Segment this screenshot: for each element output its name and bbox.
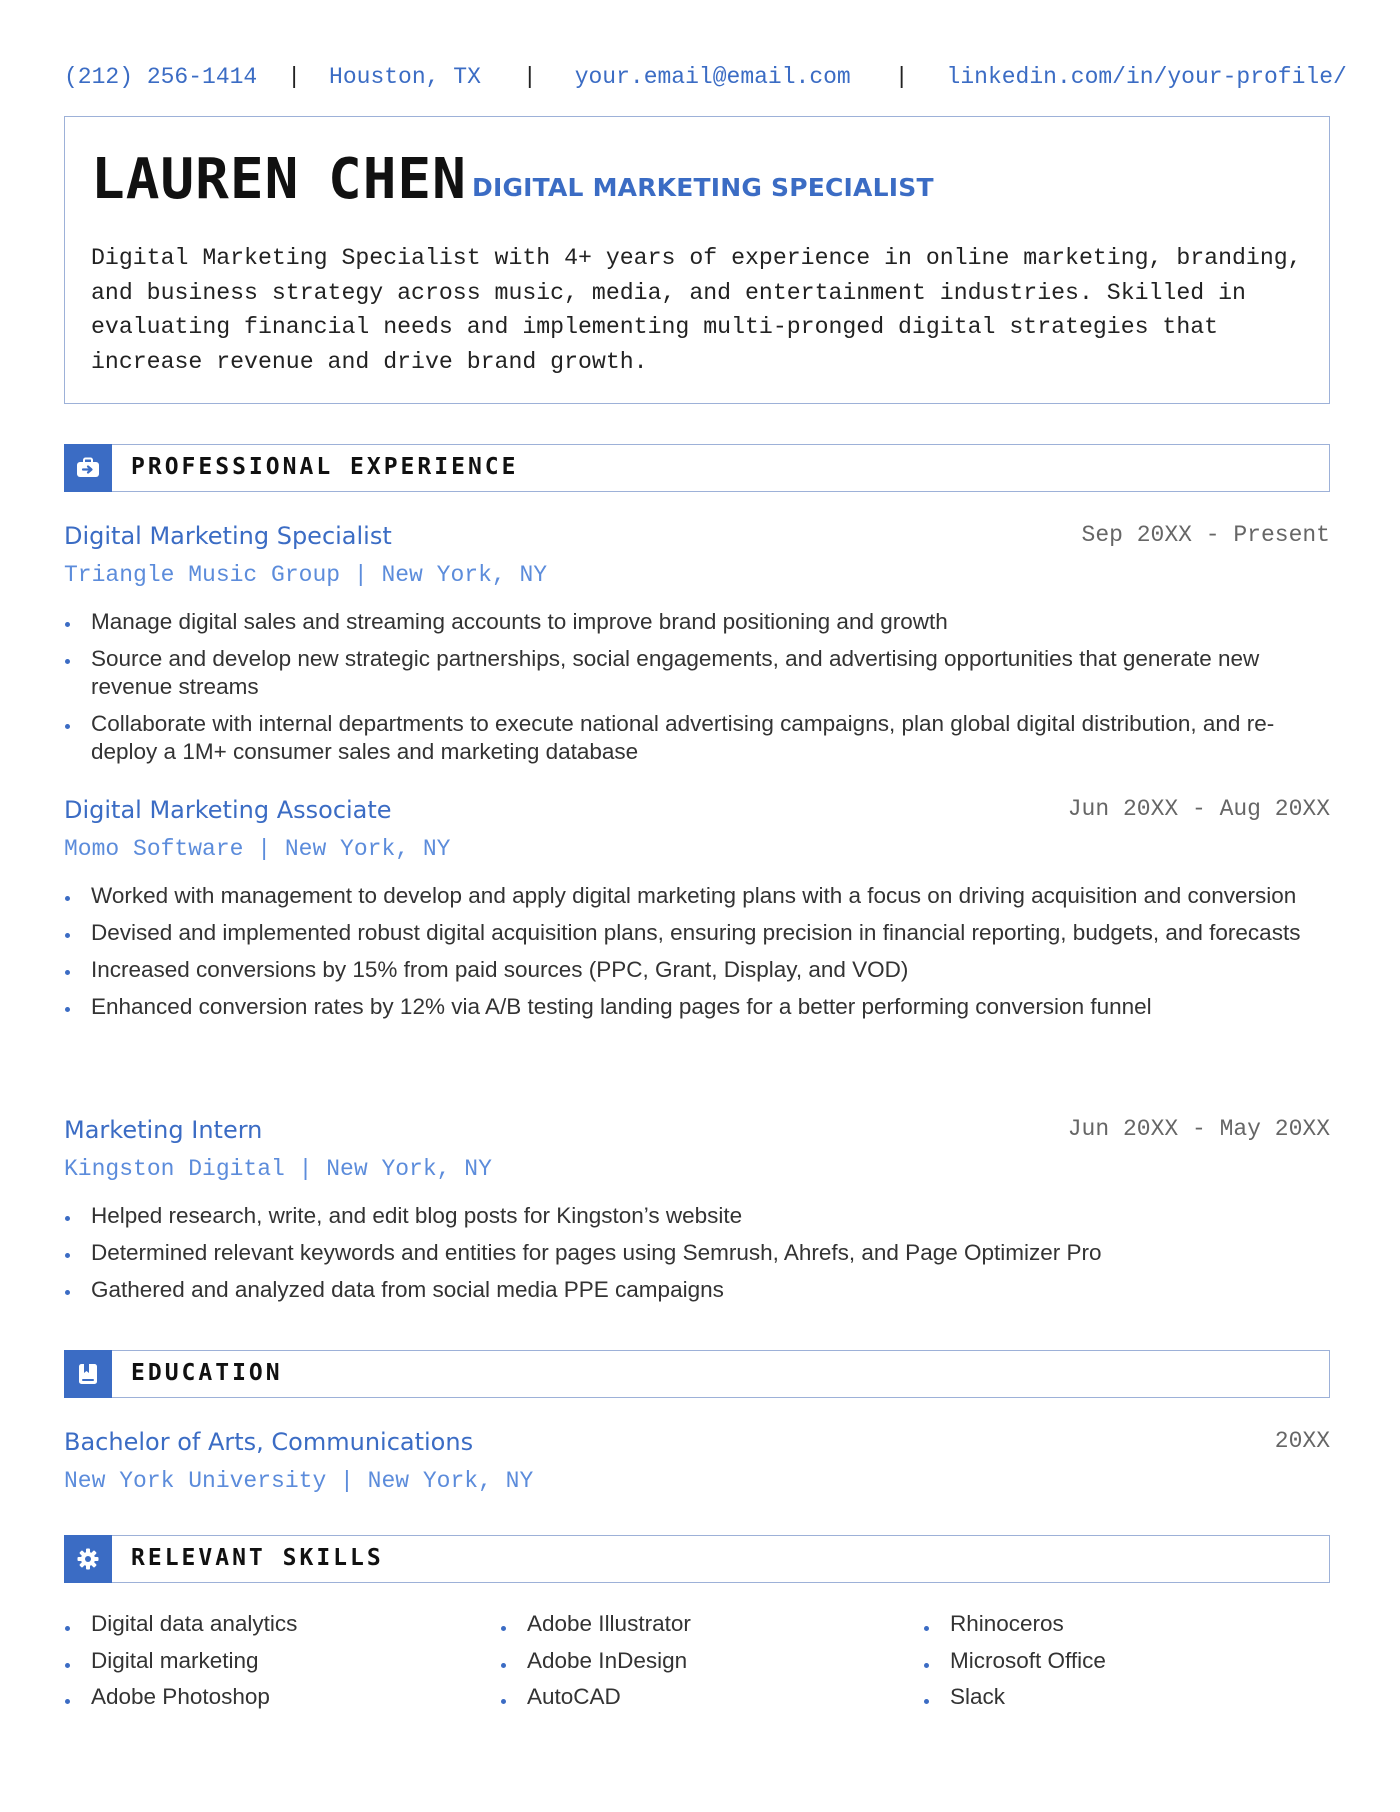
job-title: Digital Marketing Specialist	[64, 522, 392, 550]
skill-item: Rhinoceros	[923, 1606, 1106, 1643]
contact-line	[64, 64, 1347, 90]
skill-item: Slack	[923, 1679, 1106, 1716]
skill-item: Digital data analytics	[64, 1606, 297, 1643]
job-bullets	[64, 1202, 1330, 1313]
contact-email[interactable]: your.email@email.com	[574, 64, 851, 90]
bullet-item: Devised and implemented robust digital acquisition plans, ensuring precision in financial reporting, budgets, and forecasts	[64, 919, 1330, 947]
job-dates: Sep 20XX - Present	[1081, 522, 1330, 548]
skill-item: Adobe InDesign	[500, 1643, 691, 1680]
degree-title: Bachelor of Arts, Communications	[64, 1428, 474, 1456]
graduation-year: 20XX	[1274, 1428, 1330, 1454]
contact-phone: (212) 256-1414	[64, 64, 258, 90]
job-dates: Jun 20XX - Aug 20XX	[1067, 796, 1330, 822]
briefcase-icon	[64, 444, 112, 492]
job-organization: Triangle Music Group | New York, NY	[64, 562, 548, 588]
job-dates: Jun 20XX - May 20XX	[1067, 1116, 1330, 1142]
skills-column	[923, 1606, 1106, 1716]
bookmark-book-icon	[64, 1350, 112, 1398]
contact-separator: |	[894, 64, 909, 90]
job-bullets	[64, 882, 1330, 1030]
bullet-item: Manage digital sales and streaming accounts to improve brand positioning and growth	[64, 608, 1330, 636]
bullet-item: Worked with management to develop and apply digital marketing plans with a focus on driving acquisition and conversion	[64, 882, 1330, 910]
bullet-item: Enhanced conversion rates by 12% via A/B testing landing pages for a better performing conversion funnel	[64, 993, 1330, 1021]
bullet-item: Gathered and analyzed data from social media PPE campaigns	[64, 1276, 1330, 1304]
job-title: Digital Marketing Associate	[64, 796, 392, 824]
section-heading-experience	[64, 444, 1330, 492]
job-organization: Kingston Digital | New York, NY	[64, 1156, 492, 1182]
bullet-item: Source and develop new strategic partnerships, social engagements, and advertising opportunities that generate new revenue streams	[64, 645, 1330, 701]
candidate-headline: DIGITAL MARKETING SPECIALIST	[472, 173, 934, 202]
skill-item: AutoCAD	[500, 1679, 691, 1716]
job-bullets	[64, 608, 1330, 775]
skill-item: Adobe Illustrator	[500, 1606, 691, 1643]
job-organization: Momo Software | New York, NY	[64, 836, 451, 862]
bullet-item: Helped research, write, and edit blog posts for Kingston’s website	[64, 1202, 1330, 1230]
contact-location: Houston, TX	[329, 64, 481, 90]
contact-separator: |	[287, 64, 302, 90]
section-heading-education	[64, 1350, 1330, 1398]
bullet-item: Collaborate with internal departments to execute national advertising campaigns, plan global digital distribution, and re-deploy a 1M+ consumer sales and marketing database	[64, 710, 1330, 766]
skill-item: Microsoft Office	[923, 1643, 1106, 1680]
skills-column	[64, 1606, 297, 1716]
contact-linkedin[interactable]: linkedin.com/in/your-profile/	[946, 64, 1347, 90]
skills-column	[500, 1606, 691, 1716]
section-title: PROFESSIONAL EXPERIENCE	[131, 454, 519, 480]
job-title: Marketing Intern	[64, 1116, 263, 1144]
school-name: New York University | New York, NY	[64, 1468, 534, 1494]
skill-item: Adobe Photoshop	[64, 1679, 297, 1716]
contact-separator: |	[522, 64, 537, 90]
section-title: EDUCATION	[131, 1360, 283, 1386]
section-title: RELEVANT SKILLS	[131, 1545, 384, 1571]
bullet-item: Increased conversions by 15% from paid sources (PPC, Grant, Display, and VOD)	[64, 956, 1330, 984]
gear-icon	[64, 1535, 112, 1583]
skill-item: Digital marketing	[64, 1643, 297, 1680]
summary-text: Digital Marketing Specialist with 4+ years of experience in online marketing, branding, and business strategy across music, media, and entertainment industries. Skilled in evaluating financial needs and implementing multi-pronged digital strategies that increase revenue and drive brand growth.	[91, 245, 1302, 375]
header-box	[64, 116, 1330, 404]
bullet-item: Determined relevant keywords and entities for pages using Semrush, Ahrefs, and Page Optimizer Pro	[64, 1239, 1330, 1267]
section-heading-skills	[64, 1535, 1330, 1583]
candidate-name: LAUREN CHEN	[91, 147, 467, 212]
